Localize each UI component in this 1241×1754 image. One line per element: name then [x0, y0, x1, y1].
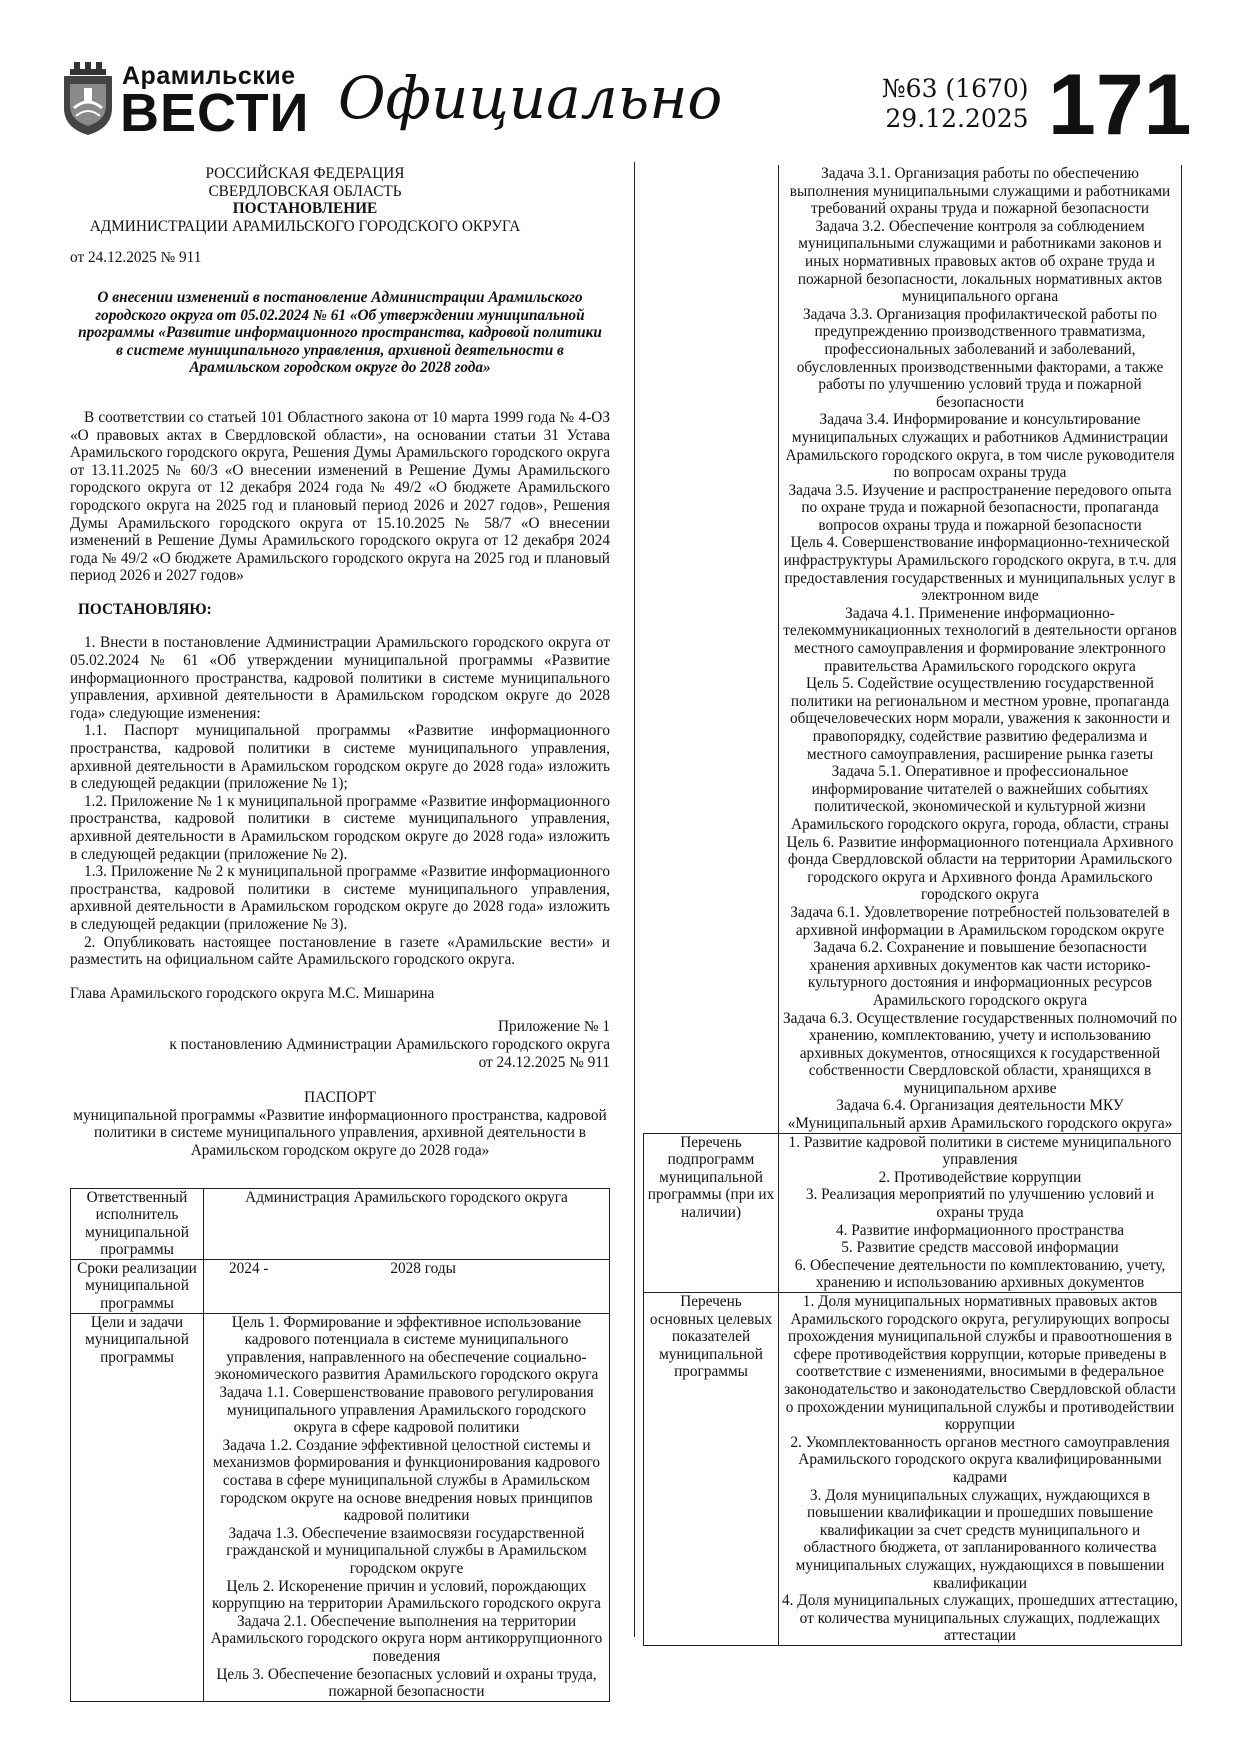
decree-item: 2. Опубликовать настоящее постановление в газете «Арамильские вести» и разместить на официальном сайте Арамильского городского округа. — [70, 933, 610, 969]
appendix-line: к постановлению Администрации Арамильского городского округа — [169, 1035, 610, 1053]
decree-item: 1.1. Паспорт муниципальной программы «Развитие информационного пространства, кадровой политики в системе муниципального управления, архивной деятельности в Арамильском городском округе до 2028 года» изложить в следующей редакции (приложение № 1); — [70, 722, 610, 793]
newspaper-logo — [60, 62, 310, 143]
table-label-cell — [644, 165, 779, 1133]
goal-line: Цель 4. Совершенствование информационно-технической инфраструктуры Арамильского городского округа, в т.ч. для предоставления государственных и муниципальных услуг в электронном виде — [783, 534, 1177, 605]
passport-subtitle: муниципальной программы «Развитие информационного пространства, кадровой политики в системе муниципального управления, архивной деятельности в Арамильском городском округе до 2028 года» — [73, 1106, 607, 1159]
goal-line: Цель 1. Формирование и эффективное использование кадрового потенциала в системе муниципального управления, направленного на обеспечение социально-экономического развития Арамильского городского округа — [214, 1313, 599, 1384]
table-row — [71, 1259, 610, 1313]
task-line: Задача 1.1. Совершенствование правового регулирования муниципального управления Арамильского городского округа в сфере кадровой политики — [219, 1384, 594, 1437]
goal-line: Цель 5. Содействие осуществлению государственной политики на региональном и местном уровне, пропаганда общечеловеческих норм морали, уважения к законности и правопорядку, содействие развитию федерализма и местного самоуправления, расширение рынка газеты — [789, 675, 1171, 763]
task-line: Задача 6.4. Организация деятельности МКУ «Муниципальный архив Арамильского городского округа» — [787, 1097, 1173, 1133]
subprogram-line: 6. Обеспечение деятельности по комплектованию, учету, хранению и использованию архивных документов — [794, 1256, 1166, 1292]
task-line: Задача 3.5. Изучение и распространение передового опыта по охране труда и пожарной безопасности, пропаганда вопросов охраны труда и пожарной безопасности — [788, 481, 1172, 534]
task-line: Задача 4.1. Применение информационно-телекоммуникационных технологий в деятельности органов местного самоуправления и формирование электронного правительства Арамильского городского округа — [783, 604, 1177, 675]
table-value-cell — [779, 1293, 1182, 1646]
appendix-line: Приложение № 1 — [498, 1018, 610, 1036]
task-line: Задача 6.1. Удовлетворение потребностей пользователей в архивной информации в Арамильском городском округе — [790, 903, 1170, 939]
decree-item: 1.3. Приложение № 2 к муниципальной программе «Развитие информационного пространства, кадровой политики в системе муниципального управления, архивной деятельности в Арамильском городском округе до 2028 года» изложить в следующей редакции (приложение № 3). — [70, 863, 610, 933]
task-line: Задача 3.1. Организация работы по обеспечению выполнения муниципальными служащими и работниками требований охраны труда и пожарной безопасности — [789, 165, 1171, 218]
indicator-line: 1. Доля муниципальных нормативных правовых актов Арамильского городского округа, регулирующих вопросы прохождения муниципальной службы и правоотношения в сфере противодействия коррупции, которые приведены в соответствие с изменениями, вносимыми в федеральное законодательство и законодательство Свердловской области о прохождении муниципальной службы и противодействии коррупции — [784, 1293, 1176, 1434]
goal-line: Цель 2. Искоренение причин и условий, порождающих коррупцию на территории Арамильского городского округа — [212, 1577, 601, 1613]
preamble: В соответствии со статьей 101 Областного закона от 10 марта 1999 года № 4-ОЗ «О правовых актах в Свердловской области», на основании статьи 31 Устава Арамильского городского округа, Решения Думы Арамильского городского округа от 13.11.2025 № 60/3 «О внесении изменений в Решение Думы Арамильского городского округа от 12 декабря 2024 года № 49/2 «О бюджете Арамильского городского округа на 2025 год и плановый период 2026 и 2027 годов», Решения Думы Арамильского городского округа от 15.10.2025 № 58/7 «О внесении изменений в Решение Думы Арамильского городского округа от 12 декабря 2024 года № 49/2 «О бюджете Арамильского городского округа на 2025 год и плановый период 2026 и 2027 годов» — [70, 408, 610, 585]
decree-item: 1. Внести в постановление Администрации Арамильского городского округа от 05.02.2024 № 61 «Об утверждении муниципальной программы «Развитие информационного пространства, кадровой политики в системе муниципального управления, архивной деятельности в Арамильском городском округе до 2028 года» следующие изменения: — [70, 634, 610, 722]
decree-title: О внесении изменений в постановление Администрации Арамильского городского округа от 05.02.2024 № 61 «Об утверждении муниципальной программы «Развитие информационного пространства, кадровой политики в системе муниципального управления, архивной деятельности в Арамильском городском округе до 2028 года» — [78, 288, 602, 377]
table-row — [71, 1313, 610, 1701]
goal-line: Цель 3. Обеспечение безопасных условий и охраны труда, пожарной безопасности — [216, 1665, 597, 1701]
right-column — [643, 165, 1182, 1646]
passport-title: ПАСПОРТ — [304, 1089, 376, 1107]
table-value-cell — [204, 1313, 610, 1701]
subprogram-line: 3. Реализация мероприятий по улучшению условий и охраны труда — [805, 1186, 1155, 1222]
section-title: Официально — [338, 64, 723, 132]
issue-date: 29.12.2025 — [885, 104, 1029, 133]
table-value-cell — [779, 165, 1182, 1133]
signature: Глава Арамильского городского округа М.С. Мишарина — [70, 984, 435, 1002]
table-row — [644, 1293, 1182, 1646]
period-start: 2024 - — [229, 1259, 269, 1277]
header-line: ПОСТАНОВЛЕНИЕ — [232, 200, 378, 218]
passport-table — [70, 1188, 610, 1702]
issue-info — [882, 74, 1029, 134]
column-divider — [634, 162, 635, 1637]
indicator-line: 2. Укомплектованность органов местного самоуправления Арамильского городского округа квалифицированными кадрами — [790, 1433, 1170, 1486]
table-row — [644, 165, 1182, 1133]
header-line: СВЕРДЛОВСКАЯ ОБЛАСТЬ — [208, 182, 402, 200]
decree-date-number: от 24.12.2025 № 911 — [70, 249, 202, 267]
task-line: Задача 1.2. Создание эффективной целостной системы и механизмов формирования и функционирования кадрового состава в сфере муниципальной службы в Арамильском городском округе на основе внедрения новых принципов кадровой политики — [212, 1436, 601, 1525]
left-column — [70, 165, 610, 1702]
passport-table-continued — [643, 165, 1182, 1646]
table-value-cell — [779, 1133, 1182, 1292]
appendix-line: от 24.12.2025 № 911 — [478, 1053, 610, 1071]
task-line: Задача 1.3. Обеспечение взаимосвязи государственной гражданской и муниципальной службы в Арамильском городском округе — [226, 1524, 587, 1577]
page-number: 171 — [1048, 57, 1192, 153]
goal-line: Цель 6. Развитие информационного потенциала Архивного фонда Свердловской области на территории Арамильского городского округа и Архивного фонда Арамильского городского округа — [786, 833, 1174, 904]
logo-text-top: Арамильские — [122, 62, 296, 90]
header-line: АДМИНИСТРАЦИИ АРАМИЛЬСКОГО ГОРОДСКОГО ОКРУГА — [89, 217, 521, 235]
appendix-reference — [70, 1018, 610, 1071]
decree-items — [70, 634, 610, 968]
task-line: Задача 6.2. Сохранение и повышение безопасности хранения архивных документов как части историко-культурного достояния и информационных ресурсов Арамильского городского округа — [807, 939, 1153, 1009]
table-label-cell: Цели и задачи муниципальной программы — [71, 1313, 204, 1701]
task-line: Задача 3.2. Обеспечение контроля за соблюдением муниципальными служащими и работниками законов и иных нормативных правовых актов об охране труда и пожарной безопасности, локальных нормативных актов муниципального органа — [797, 217, 1163, 306]
header-line: РОССИЙСКАЯ ФЕДЕРАЦИЯ — [205, 165, 405, 182]
task-line: Задача 3.4. Информирование и консультирование муниципальных служащих и работников Администрации Арамильского городского округа, в том числе руководителя по вопросам охраны труда — [785, 411, 1175, 482]
table-value-cell: Администрация Арамильского городского округа — [204, 1188, 610, 1259]
subprogram-line: 2. Противодействие коррупции — [878, 1168, 1082, 1186]
subprogram-line: 5. Развитие средств массовой информации — [841, 1239, 1119, 1257]
table-label-cell: Сроки реализации муниципальной программы — [71, 1259, 204, 1313]
decree-item: 1.2. Приложение № 1 к муниципальной программе «Развитие информационного пространства, кадровой политики в системе муниципального управления, архивной деятельности в Арамильском городском округе до 2028 года» изложить в следующей редакции (приложение № 2). — [70, 792, 610, 863]
task-line: Задача 6.3. Осуществление государственных полномочий по хранению, комплектованию, учету и использованию архивных документов, относящихся к государственной собственности Свердловской области, хранящихся в муниципальном архиве — [782, 1009, 1178, 1097]
issue-number: №63 (1670) — [882, 74, 1029, 103]
postanovlyayu: ПОСТАНОВЛЯЮ: — [78, 600, 212, 618]
task-line: Задача 3.3. Организация профилактической работы по предупреждению производственного травматизма, профессиональных заболеваний и заболеваний, обусловленных производственными факторами, а также работы по улучшению условий труда и пожарной безопасности — [796, 305, 1164, 411]
table-label-cell: Ответственный исполнитель муниципальной программы — [71, 1188, 204, 1259]
table-value-cell — [204, 1259, 610, 1313]
task-line: Задача 5.1. Оперативное и профессиональное информирование читателей о важнейших событиях политической, экономической и культурной жизни Арамильского городского округа, города, области, страны — [791, 763, 1169, 833]
period-end: 2028 годы — [390, 1259, 456, 1277]
table-row — [644, 1133, 1182, 1292]
subprogram-line: 4. Развитие информационного пространства — [835, 1221, 1125, 1239]
document-header — [70, 165, 540, 235]
masthead — [60, 50, 1192, 153]
indicator-line: 3. Доля муниципальных служащих, нуждающихся в повышении квалификации и прошедших повышение квалификации за счет средств муниципального и областного бюджета, от запланированного количества муниципальных служащих, нуждающихся в повышении квалификации — [795, 1486, 1165, 1592]
table-label-cell: Перечень подпрограмм муниципальной программы (при их наличии) — [644, 1133, 779, 1292]
task-line: Задача 2.1. Обеспечение выполнения на территории Арамильского городского округа норм антикоррупционного поведения — [210, 1612, 603, 1665]
logo-text-main: ВЕСТИ — [120, 83, 310, 143]
coat-of-arms-icon — [60, 62, 116, 136]
indicator-line: 4. Доля муниципальных служащих, прошедших аттестацию, от количества муниципальных служащих, подлежащих аттестации — [782, 1592, 1178, 1645]
table-label-cell: Перечень основных целевых показателей муниципальной программы — [644, 1293, 779, 1646]
table-row — [71, 1188, 610, 1259]
subprogram-line: 1. Развитие кадровой политики в системе муниципального управления — [788, 1133, 1172, 1169]
